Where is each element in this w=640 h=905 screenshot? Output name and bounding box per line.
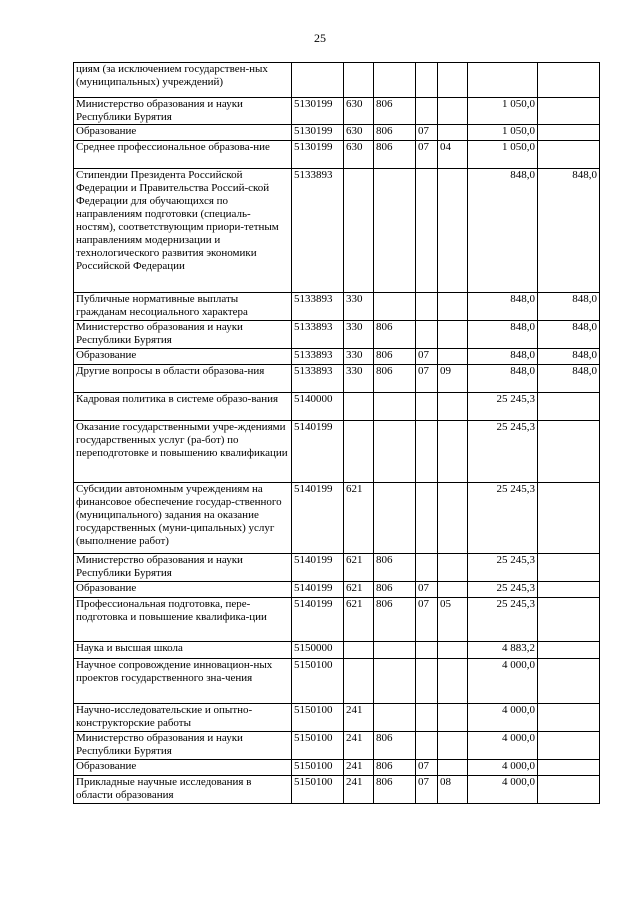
ministry-code-cell: 806 [374, 125, 416, 141]
ministry-code-cell: 806 [374, 365, 416, 393]
row-name-cell: Образование [74, 125, 292, 141]
row-name-cell: Субсидии автономным учреждениям на финансовое обеспечение государ-ственного (муниципального) задания на оказание государственных (муни-ципальных) услуг (выполнение работ) [74, 483, 292, 554]
row-name-cell: Образование [74, 582, 292, 598]
expense-type-cell: 621 [344, 582, 374, 598]
target-code-cell: 5150100 [292, 732, 344, 760]
expense-type-cell: 330 [344, 349, 374, 365]
federal-amount-cell: 848,0 [538, 321, 600, 349]
federal-amount-cell: 848,0 [538, 349, 600, 365]
target-code-cell: 5150100 [292, 776, 344, 804]
ministry-code-cell: 806 [374, 349, 416, 365]
federal-amount-cell [538, 125, 600, 141]
federal-amount-cell [538, 421, 600, 483]
section-cell: 07 [416, 598, 438, 642]
section-cell [416, 169, 438, 293]
section-cell [416, 393, 438, 421]
subsection-cell [438, 582, 468, 598]
section-cell: 07 [416, 349, 438, 365]
expense-type-cell [344, 659, 374, 704]
target-code-cell: 5140199 [292, 554, 344, 582]
ministry-code-cell: 806 [374, 776, 416, 804]
expense-type-cell: 330 [344, 321, 374, 349]
subsection-cell [438, 483, 468, 554]
target-code-cell: 5130199 [292, 141, 344, 169]
table-row [74, 125, 600, 141]
table-row [74, 659, 600, 704]
federal-amount-cell [538, 704, 600, 732]
amount-cell: 25 245,3 [468, 554, 538, 582]
table-row [74, 776, 600, 804]
expense-type-cell: 630 [344, 98, 374, 125]
subsection-cell [438, 659, 468, 704]
ministry-code-cell: 806 [374, 582, 416, 598]
row-name-cell: циям (за исключением государствен-ных (муниципальных) учреждений) [74, 63, 292, 98]
table-row [74, 293, 600, 321]
federal-amount-cell [538, 98, 600, 125]
federal-amount-cell [538, 776, 600, 804]
target-code-cell: 5140199 [292, 598, 344, 642]
federal-amount-cell [538, 141, 600, 169]
row-name-cell: Кадровая политика в системе образо-вания [74, 393, 292, 421]
row-name-cell: Научное сопровождение инновацион-ных проектов государственного зна-чения [74, 659, 292, 704]
expense-type-cell: 630 [344, 125, 374, 141]
row-name-cell: Наука и высшая школа [74, 642, 292, 659]
amount-cell: 4 000,0 [468, 659, 538, 704]
federal-amount-cell [538, 732, 600, 760]
subsection-cell: 05 [438, 598, 468, 642]
section-cell [416, 732, 438, 760]
subsection-cell [438, 642, 468, 659]
amount-cell: 25 245,3 [468, 582, 538, 598]
expense-type-cell: 241 [344, 732, 374, 760]
target-code-cell: 5133893 [292, 169, 344, 293]
row-name-cell: Научно-исследовательские и опытно-конструкторские работы [74, 704, 292, 732]
row-name-cell: Профессиональная подготовка, пере-подготовка и повышение квалифика-ции [74, 598, 292, 642]
expense-type-cell: 241 [344, 704, 374, 732]
section-cell: 07 [416, 125, 438, 141]
expense-type-cell [344, 169, 374, 293]
expense-type-cell: 330 [344, 365, 374, 393]
federal-amount-cell [538, 598, 600, 642]
expense-type-cell [344, 642, 374, 659]
target-code-cell: 5140000 [292, 393, 344, 421]
table-row [74, 732, 600, 760]
subsection-cell [438, 321, 468, 349]
ministry-code-cell [374, 63, 416, 98]
federal-amount-cell: 848,0 [538, 365, 600, 393]
table-row [74, 582, 600, 598]
expense-type-cell: 630 [344, 141, 374, 169]
ministry-code-cell [374, 421, 416, 483]
ministry-code-cell: 806 [374, 760, 416, 776]
federal-amount-cell [538, 659, 600, 704]
ministry-code-cell [374, 483, 416, 554]
target-code-cell [292, 63, 344, 98]
row-name-cell: Оказание государственными учре-ждениями государственных услуг (ра-бот) по переподготовке и повышению квалификации [74, 421, 292, 483]
row-name-cell: Министерство образования и науки Республики Бурятия [74, 98, 292, 125]
ministry-code-cell: 806 [374, 321, 416, 349]
subsection-cell [438, 349, 468, 365]
row-name-cell: Министерство образования и науки Республики Бурятия [74, 321, 292, 349]
amount-cell: 4 000,0 [468, 760, 538, 776]
ministry-code-cell: 806 [374, 598, 416, 642]
amount-cell: 848,0 [468, 293, 538, 321]
budget-table-body [74, 63, 600, 804]
federal-amount-cell [538, 642, 600, 659]
expense-type-cell: 330 [344, 293, 374, 321]
subsection-cell [438, 169, 468, 293]
subsection-cell [438, 293, 468, 321]
expense-type-cell: 241 [344, 776, 374, 804]
amount-cell: 848,0 [468, 349, 538, 365]
table-row [74, 63, 600, 98]
amount-cell: 1 050,0 [468, 125, 538, 141]
federal-amount-cell [538, 760, 600, 776]
amount-cell: 25 245,3 [468, 598, 538, 642]
subsection-cell [438, 63, 468, 98]
section-cell [416, 421, 438, 483]
table-row [74, 98, 600, 125]
federal-amount-cell [538, 63, 600, 98]
expense-type-cell: 241 [344, 760, 374, 776]
target-code-cell: 5133893 [292, 321, 344, 349]
row-name-cell: Другие вопросы в области образова-ния [74, 365, 292, 393]
section-cell: 07 [416, 365, 438, 393]
table-row [74, 421, 600, 483]
table-row [74, 704, 600, 732]
target-code-cell: 5150000 [292, 642, 344, 659]
target-code-cell: 5150100 [292, 760, 344, 776]
table-row [74, 483, 600, 554]
ministry-code-cell [374, 704, 416, 732]
section-cell [416, 554, 438, 582]
row-name-cell: Министерство образования и науки Республики Бурятия [74, 554, 292, 582]
amount-cell: 848,0 [468, 321, 538, 349]
subsection-cell [438, 760, 468, 776]
expense-type-cell: 621 [344, 554, 374, 582]
ministry-code-cell: 806 [374, 554, 416, 582]
amount-cell: 4 883,2 [468, 642, 538, 659]
federal-amount-cell [538, 393, 600, 421]
subsection-cell [438, 732, 468, 760]
section-cell [416, 98, 438, 125]
section-cell [416, 483, 438, 554]
federal-amount-cell [538, 554, 600, 582]
target-code-cell: 5133893 [292, 365, 344, 393]
section-cell: 07 [416, 141, 438, 169]
target-code-cell: 5133893 [292, 293, 344, 321]
target-code-cell: 5140199 [292, 421, 344, 483]
expense-type-cell [344, 393, 374, 421]
table-row [74, 642, 600, 659]
row-name-cell: Среднее профессиональное образова-ние [74, 141, 292, 169]
amount-cell: 1 050,0 [468, 98, 538, 125]
subsection-cell [438, 98, 468, 125]
ministry-code-cell [374, 293, 416, 321]
section-cell [416, 321, 438, 349]
amount-cell: 25 245,3 [468, 421, 538, 483]
amount-cell: 4 000,0 [468, 776, 538, 804]
table-row [74, 365, 600, 393]
subsection-cell: 08 [438, 776, 468, 804]
target-code-cell: 5150100 [292, 704, 344, 732]
federal-amount-cell [538, 483, 600, 554]
row-name-cell: Прикладные научные исследования в области образования [74, 776, 292, 804]
ministry-code-cell: 806 [374, 98, 416, 125]
subsection-cell: 09 [438, 365, 468, 393]
row-name-cell: Образование [74, 760, 292, 776]
section-cell: 07 [416, 776, 438, 804]
subsection-cell [438, 393, 468, 421]
row-name-cell: Публичные нормативные выплаты гражданам несоциального характера [74, 293, 292, 321]
section-cell: 07 [416, 582, 438, 598]
ministry-code-cell [374, 642, 416, 659]
ministry-code-cell [374, 659, 416, 704]
target-code-cell: 5140199 [292, 582, 344, 598]
amount-cell: 4 000,0 [468, 732, 538, 760]
amount-cell: 25 245,3 [468, 393, 538, 421]
expense-type-cell [344, 421, 374, 483]
table-row [74, 598, 600, 642]
expense-type-cell [344, 63, 374, 98]
amount-cell [468, 63, 538, 98]
table-row [74, 554, 600, 582]
subsection-cell [438, 554, 468, 582]
table-row [74, 349, 600, 365]
subsection-cell [438, 421, 468, 483]
target-code-cell: 5133893 [292, 349, 344, 365]
subsection-cell: 04 [438, 141, 468, 169]
row-name-cell: Стипендии Президента Российской Федерации и Правительства Россий-ской Федерации для обучающихся по направлениям подготовки (специаль-ностям), соответствующим приори-тетным направлениям модернизации и технологического развития экономики Российской Федерации [74, 169, 292, 293]
target-code-cell: 5140199 [292, 483, 344, 554]
expense-type-cell: 621 [344, 483, 374, 554]
section-cell [416, 63, 438, 98]
section-cell [416, 659, 438, 704]
table-row [74, 169, 600, 293]
page-number: 25 [314, 31, 326, 45]
row-name-cell: Министерство образования и науки Республики Бурятия [74, 732, 292, 760]
federal-amount-cell: 848,0 [538, 293, 600, 321]
row-name-cell: Образование [74, 349, 292, 365]
federal-amount-cell [538, 582, 600, 598]
table-row [74, 760, 600, 776]
ministry-code-cell: 806 [374, 141, 416, 169]
federal-amount-cell: 848,0 [538, 169, 600, 293]
section-cell [416, 293, 438, 321]
budget-table [73, 62, 600, 804]
amount-cell: 848,0 [468, 169, 538, 293]
section-cell: 07 [416, 760, 438, 776]
table-row [74, 141, 600, 169]
amount-cell: 1 050,0 [468, 141, 538, 169]
section-cell [416, 642, 438, 659]
expense-type-cell: 621 [344, 598, 374, 642]
subsection-cell [438, 125, 468, 141]
table-row [74, 321, 600, 349]
target-code-cell: 5130199 [292, 98, 344, 125]
section-cell [416, 704, 438, 732]
amount-cell: 848,0 [468, 365, 538, 393]
amount-cell: 4 000,0 [468, 704, 538, 732]
subsection-cell [438, 704, 468, 732]
ministry-code-cell: 806 [374, 732, 416, 760]
target-code-cell: 5130199 [292, 125, 344, 141]
amount-cell: 25 245,3 [468, 483, 538, 554]
table-row [74, 393, 600, 421]
ministry-code-cell [374, 169, 416, 293]
ministry-code-cell [374, 393, 416, 421]
target-code-cell: 5150100 [292, 659, 344, 704]
